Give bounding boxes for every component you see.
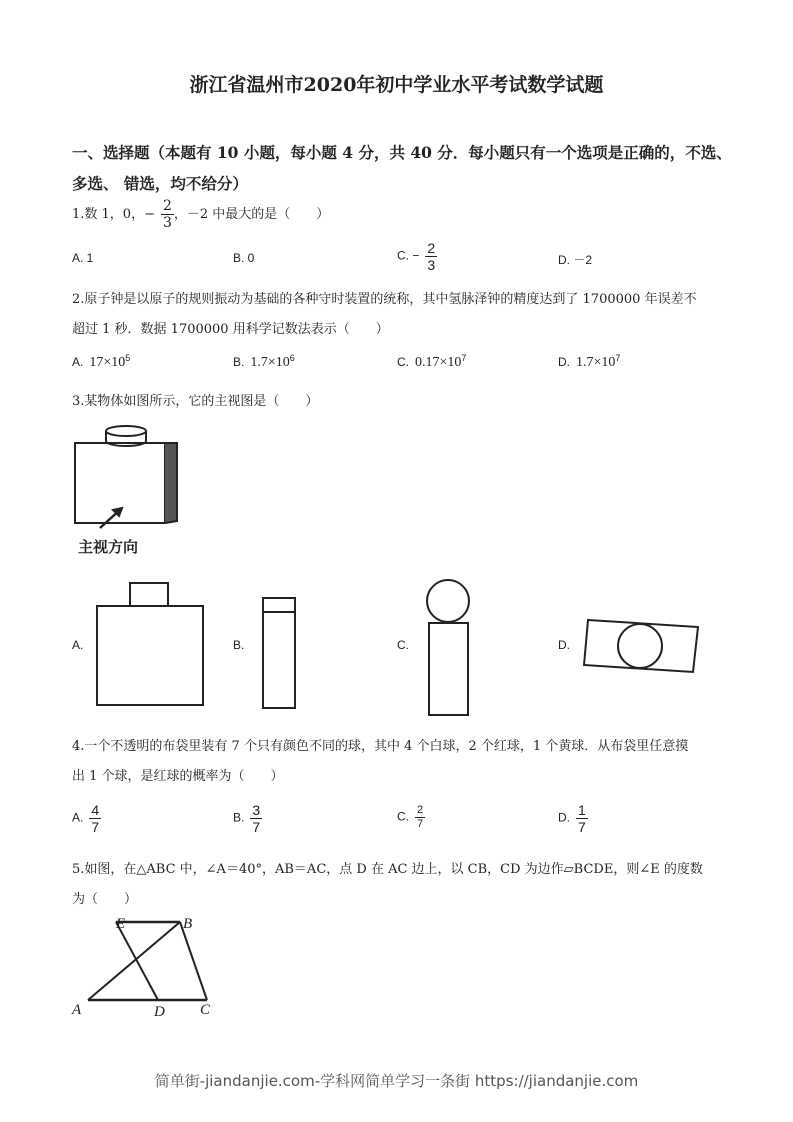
q1-option-a: A. 1 — [72, 251, 94, 265]
q1-c-label: C. — [397, 248, 409, 263]
q2-a-label: A. — [72, 355, 84, 369]
question-4-line1: 4.一个不透明的布袋里装有 7 个只有颜色不同的球，其中 4 个白球，2 个红球，1 个黄球．从布袋里任意摸 — [72, 739, 689, 754]
footer-watermark: 简单街-jiandanjie.com-学科网简单学习一条街 https://jiandanjie.com — [154, 1072, 639, 1090]
question-5-line1: 5.如图，在△ABC 中，∠A＝40°，AB＝AC，点 D 在 AC 边上，以 CB，CD 为边作▱BCDE，则∠E 的度数 — [72, 862, 703, 877]
q2-c-exp: 7 — [461, 353, 467, 363]
q1-option-b: B. 0 — [233, 251, 255, 265]
q4-c-den: 7 — [417, 818, 424, 830]
q1-c-den: 3 — [427, 257, 436, 273]
q4-d-label: D. — [558, 810, 570, 825]
question-2-line1: 2.原子钟是以原子的规则振动为基础的各种守时装置的统称，其中氢脉泽钟的精度达到了 1700000 年误差不 — [72, 292, 697, 307]
q1-c-num: 2 — [427, 240, 436, 256]
q4-c-label: C. — [397, 809, 409, 824]
q2-b-base: 1.7×10 — [250, 355, 290, 370]
q3-option-a: A. — [72, 638, 84, 652]
q2-b-exp: 6 — [289, 353, 295, 363]
q1-num: 2 — [162, 198, 172, 214]
q2-d-label: D. — [558, 355, 570, 369]
point-e-label: E — [116, 916, 126, 932]
q2-a-exp: 5 — [125, 353, 131, 363]
q1-suffix: ，－2 中最大的是（ ） — [173, 207, 330, 222]
q4-d-den: 7 — [578, 819, 586, 835]
q2-c-base: 0.17×10 — [415, 355, 462, 370]
q3-option-d: D. — [558, 638, 570, 652]
q2-d-base: 1.7×10 — [576, 355, 616, 370]
point-a-label: A — [72, 1002, 82, 1018]
point-d-label: D — [154, 1004, 165, 1020]
view-direction-caption: 主视方向 — [78, 538, 139, 556]
q3-option-b: B. — [233, 638, 245, 652]
q1-c-neg: − — [412, 248, 420, 263]
q4-a-den: 7 — [91, 819, 100, 835]
q1-prefix: 1.数 1，0， — [72, 207, 145, 222]
q4-b-num: 3 — [252, 802, 261, 818]
q1-neg: − — [144, 207, 155, 222]
section-heading: 一、选择题（本题有 10 小题，每小题 4 分，共 40 分．每小题只有一个选项是正确的，不选、 — [72, 143, 732, 162]
question-5-line2: 为（ ） — [72, 892, 138, 907]
question-2-line2: 超过 1 秒．数据 1700000 用科学记数法表示（ ） — [72, 322, 389, 337]
point-b-label: B — [183, 916, 193, 932]
q1-option-d: D. －2 — [558, 253, 593, 267]
q2-b-label: B. — [233, 355, 245, 369]
q4-a-label: A. — [72, 810, 84, 825]
q4-c-num: 2 — [417, 804, 424, 816]
q1-den: 3 — [162, 215, 172, 231]
question-3: 3.某物体如图所示，它的主视图是（ ） — [72, 394, 319, 409]
point-c-label: C — [200, 1002, 211, 1018]
q2-a-base: 17×10 — [89, 355, 126, 370]
q4-d-num: 1 — [578, 802, 586, 818]
q2-d-exp: 7 — [615, 353, 621, 363]
q4-b-label: B. — [233, 810, 245, 825]
q3-option-c: C. — [397, 638, 409, 652]
q4-a-num: 4 — [91, 802, 100, 818]
q4-b-den: 7 — [252, 819, 261, 835]
q2-c-label: C. — [397, 355, 409, 369]
section-heading-cont: 多选、 错选，均不给分） — [72, 174, 248, 193]
question-4-line2: 出 1 个球，是红球的概率为（ ） — [72, 769, 284, 784]
page-title: 浙江省温州市2020年初中学业水平考试数学试题 — [189, 74, 604, 96]
